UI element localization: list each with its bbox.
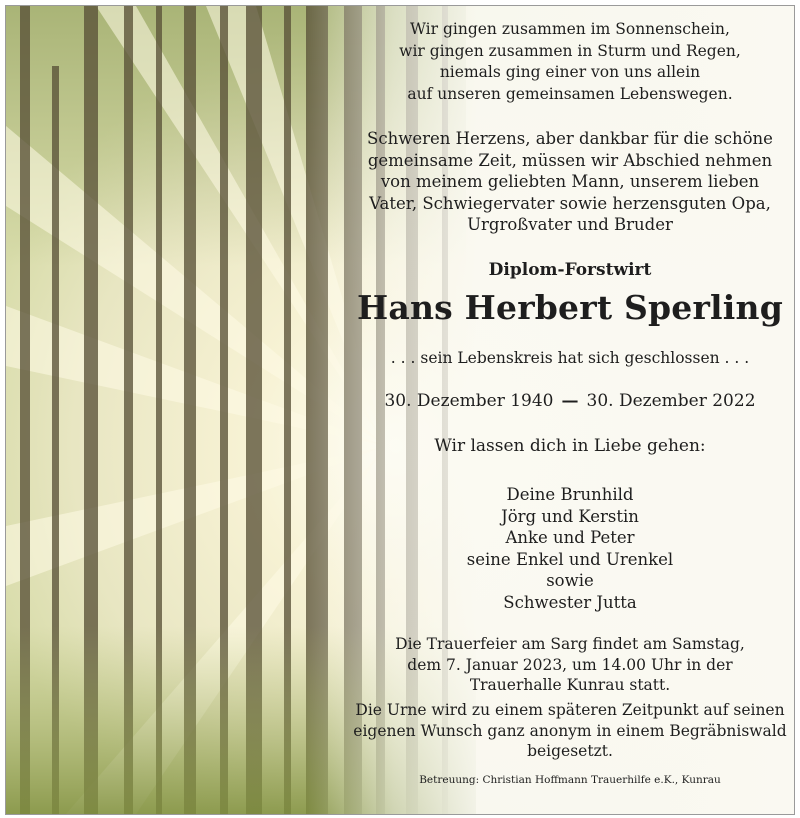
intro-line: Schweren Herzens, aber dankbar für die schöne — [367, 129, 773, 148]
intro-line: Urgroßvater und Bruder — [467, 215, 673, 234]
deceased-name: Hans Herbert Sperling — [357, 288, 783, 327]
intro-line: gemeinsame Zeit, müssen wir Abschied nehmen — [367, 150, 773, 170]
mourners-list — [352, 484, 788, 614]
urn-line: Die Urne wird zu einem späteren Zeitpunkt auf seinen — [355, 701, 785, 719]
ceremony-line: Die Trauerfeier am Sarg findet am Samstag, — [395, 635, 745, 653]
poem-line: Wir gingen zusammen im Sonnenschein, — [410, 20, 730, 38]
ceremony-info — [352, 634, 788, 696]
poem-line: auf unseren gemeinsamen Lebenswegen. — [407, 84, 733, 103]
urn-line: beigesetzt. — [527, 742, 613, 760]
mourner: sowie — [546, 571, 594, 591]
intro-text — [352, 128, 788, 236]
professional-title: Diplom-Forstwirt — [488, 260, 652, 280]
obituary-frame — [5, 5, 795, 815]
poem-line: wir gingen zusammen in Sturm und Regen, — [399, 41, 741, 60]
poem — [352, 19, 788, 105]
funeral-care-credit: Betreuung: Christian Hoffmann Trauerhilfe e.K., Kunrau — [419, 774, 721, 786]
date-separator: — — [561, 391, 579, 411]
obituary-text — [352, 6, 788, 814]
poem-line: niemals ging einer von uns allein — [439, 63, 701, 81]
farewell-line: Wir lassen dich in Liebe gehen: — [434, 436, 706, 456]
birth-date: 30. Dezember 1940 — [384, 391, 554, 411]
intro-line: Vater, Schwiegervater sowie herzensguten Opa, — [369, 193, 771, 213]
urn-line: eigenen Wunsch ganz anonym in einem Begräbniswald — [353, 721, 787, 740]
motto: . . . sein Lebenskreis hat sich geschlossen . . . — [390, 349, 750, 367]
mourner: seine Enkel und Urenkel — [466, 549, 674, 569]
mourner: Anke und Peter — [505, 528, 635, 548]
urn-info — [352, 700, 788, 762]
mourner: Jörg und Kerstin — [501, 506, 639, 526]
life-dates — [352, 391, 788, 411]
ceremony-line: dem 7. Januar 2023, um 14.00 Uhr in der — [407, 655, 733, 674]
mourner: Deine Brunhild — [506, 485, 634, 504]
ceremony-line: Trauerhalle Kunrau statt. — [469, 676, 671, 694]
intro-line: von meinem geliebten Mann, unserem lieben — [380, 172, 760, 191]
mourner: Schwester Jutta — [503, 592, 637, 612]
death-date: 30. Dezember 2022 — [586, 391, 756, 411]
